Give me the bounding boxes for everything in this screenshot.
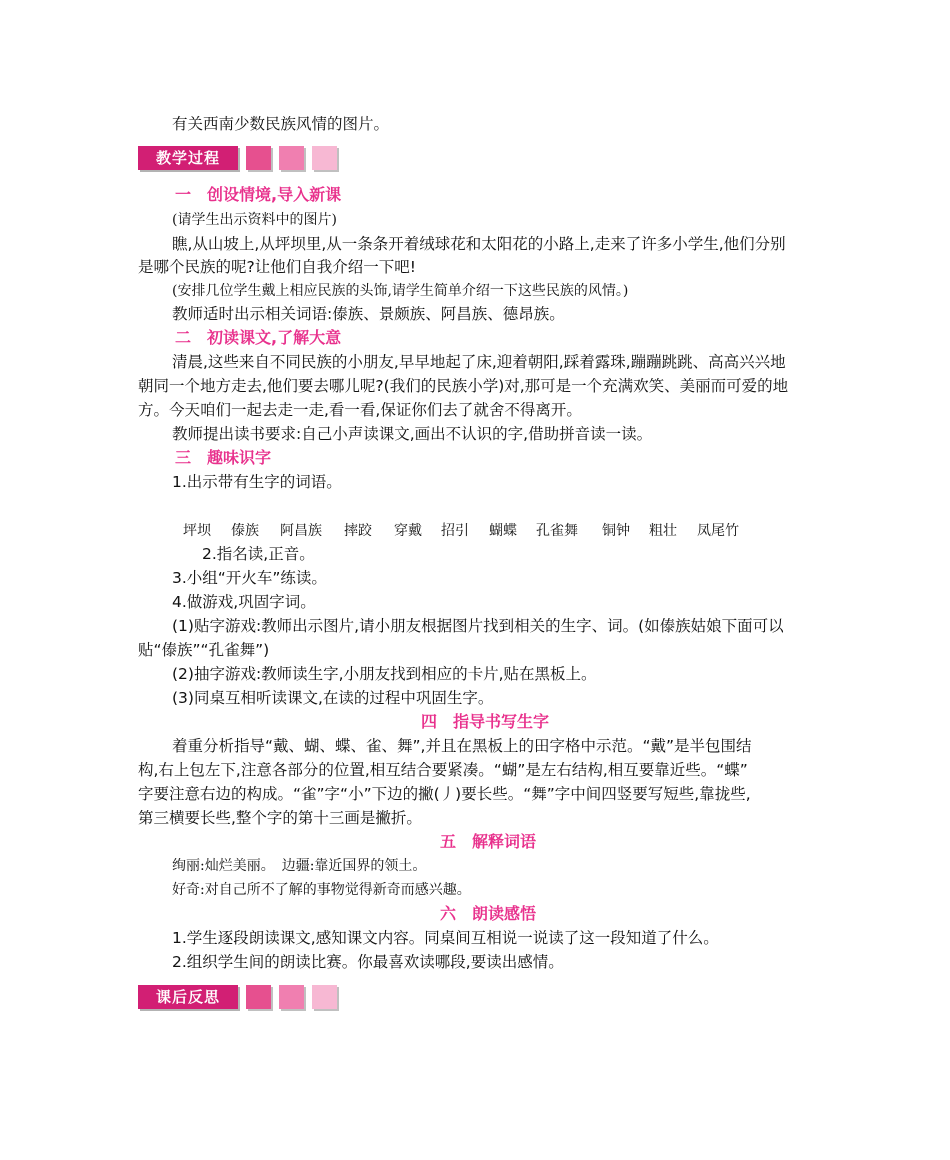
s2-line4: 教师提出读书要求:自己小声读课文,画出不认识的字,借助拼音读一读。 bbox=[172, 425, 653, 443]
heading-s3: 三 趣味识字 bbox=[175, 448, 272, 467]
s4-line4: 第三横要长些,整个字的第十三画是撇折。 bbox=[138, 809, 422, 827]
s3-line5: (1)贴字游戏:教师出示图片,请小朋友根据图片找到相关的生字、词。(如傣族姑娘下面可以 bbox=[172, 617, 784, 635]
s3-line1: 1.出示带有生字的词语。 bbox=[172, 473, 342, 491]
heading-s6: 六 朗读感悟 bbox=[440, 904, 537, 923]
vocab-word: 坪坝 bbox=[183, 523, 211, 539]
vocab-word: 粗壮 bbox=[649, 523, 677, 539]
s3-line8: (3)同桌互相听读课文,在读的过程中巩固生字。 bbox=[172, 689, 494, 707]
s1-line2: 瞧,从山坡上,从坪坝里,从一条条开着绒球花和太阳花的小路上,走来了许多小学生,他们分别 bbox=[172, 235, 786, 253]
banner-square bbox=[279, 146, 304, 170]
vocab-word: 招引 bbox=[441, 523, 469, 539]
s1-line1: (请学生出示资料中的图片) bbox=[172, 212, 337, 228]
s4-line1: 着重分析指导“戴、蝴、蝶、雀、舞”,并且在黑板上的田字格中示范。“戴”是半包围结 bbox=[172, 737, 752, 755]
s2-line1: 清晨,这些来自不同民族的小朋友,早早地起了床,迎着朝阳,踩着露珠,蹦蹦跳跳、高高兴兴地 bbox=[172, 353, 786, 371]
s3-line6: 贴“傣族”“孔雀舞”) bbox=[138, 641, 270, 659]
banner-square bbox=[312, 146, 337, 170]
intro-line: 有关西南少数民族风情的图片。 bbox=[172, 115, 390, 133]
s3-line4: 4.做游戏,巩固字词。 bbox=[172, 593, 316, 611]
vocab-word: 摔跤 bbox=[344, 523, 372, 539]
banner-label: 课后反思 bbox=[138, 985, 238, 1009]
vocab-word: 孔雀舞 bbox=[536, 523, 578, 539]
s2-line2: 朝同一个地方走去,他们要去哪儿呢?(我们的民族小学)对,那可是一个充满欢笑、美丽而可爱的地 bbox=[138, 377, 789, 395]
banner-square bbox=[279, 985, 304, 1009]
s3-line3: 3.小组“开火车”练读。 bbox=[172, 569, 327, 587]
heading-s5: 五 解释词语 bbox=[440, 832, 537, 851]
heading-s1: 一 创设情境,导入新课 bbox=[175, 185, 342, 204]
vocab-word: 穿戴 bbox=[394, 523, 422, 539]
s2-line3: 方。今天咱们一起去走一走,看一看,保证你们去了就舍不得离开。 bbox=[138, 401, 582, 419]
vocab-word: 蝴蝶 bbox=[489, 523, 517, 539]
banner-label: 教学过程 bbox=[138, 146, 238, 170]
s4-line3: 字要注意右边的构成。“雀”字“小”下边的撇(丿)要长些。“舞”字中间四竖要写短些,靠拢些, bbox=[138, 785, 751, 803]
s6-line1: 1.学生逐段朗读课文,感知课文内容。同桌间互相说一说读了这一段知道了什么。 bbox=[172, 929, 719, 947]
s3-line2: 2.指名读,正音。 bbox=[202, 545, 315, 563]
s4-line2: 构,右上包左下,注意各部分的位置,相互结合要紧凑。“蝴”是左右结构,相互要靠近些。“蝶” bbox=[138, 761, 748, 779]
banner-square bbox=[312, 985, 337, 1009]
s3-line7: (2)抽字游戏:教师读生字,小朋友找到相应的卡片,贴在黑板上。 bbox=[172, 665, 597, 683]
s5-line1: 绚丽:灿烂美丽。 边疆:靠近国界的领土。 bbox=[172, 858, 427, 874]
s6-line2: 2.组织学生间的朗读比赛。你最喜欢读哪段,要读出感情。 bbox=[172, 953, 564, 971]
heading-s2: 二 初读课文,了解大意 bbox=[175, 328, 342, 347]
s1-line3: 是哪个民族的呢?让他们自我介绍一下吧! bbox=[138, 258, 416, 276]
vocab-word: 铜钟 bbox=[602, 523, 630, 539]
heading-s4: 四 指导书写生字 bbox=[421, 712, 550, 731]
vocab-word: 傣族 bbox=[231, 523, 259, 539]
s1-line5: 教师适时出示相关词语:傣族、景颇族、阿昌族、德昂族。 bbox=[172, 305, 565, 323]
banner-square bbox=[246, 146, 271, 170]
vocab-word: 阿昌族 bbox=[280, 523, 322, 539]
vocab-word: 凤尾竹 bbox=[697, 523, 739, 539]
s5-line2: 好奇:对自己所不了解的事物觉得新奇而感兴趣。 bbox=[172, 882, 471, 898]
s1-line4: (安排几位学生戴上相应民族的头饰,请学生简单介绍一下这些民族的风情。) bbox=[172, 283, 629, 299]
banner-square bbox=[246, 985, 271, 1009]
